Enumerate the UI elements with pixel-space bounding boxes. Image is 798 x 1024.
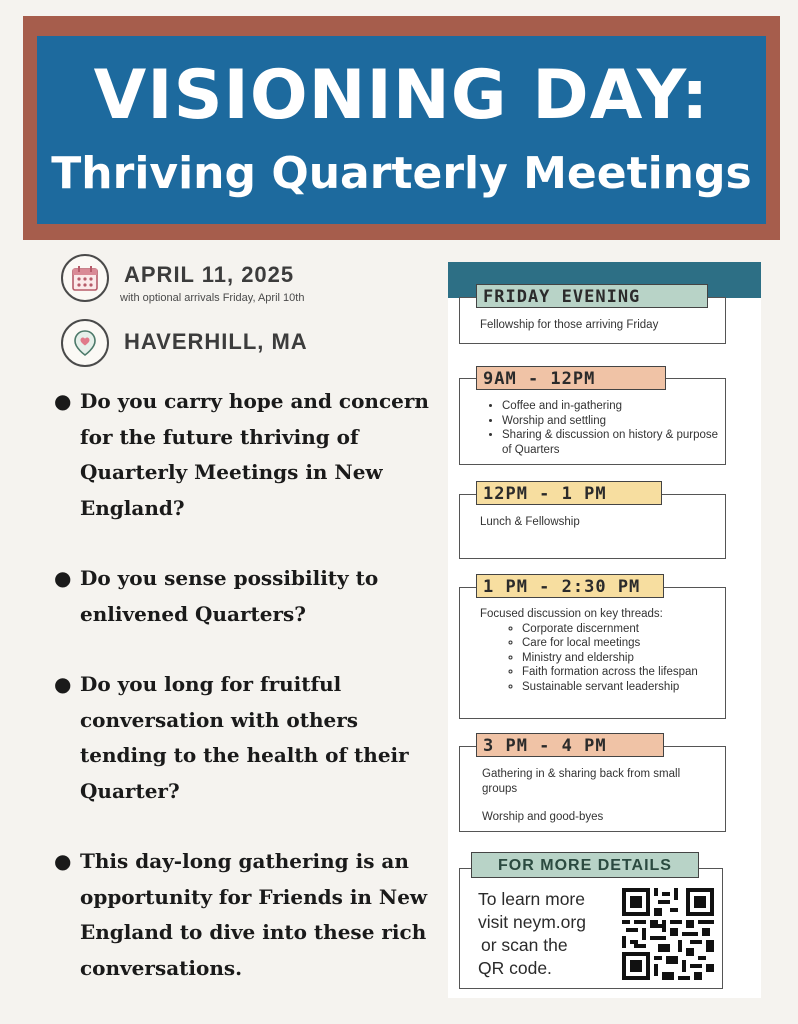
details-line: QR code. [478, 958, 552, 978]
question-text: Do you long for fruitful conversation with others tending to the health of their Quarter? [80, 672, 409, 803]
calendar-icon [61, 254, 109, 302]
schedule-label: 1 PM - 2:30 PM [476, 574, 664, 598]
event-location: HAVERHILL, MA [124, 329, 308, 354]
questions-list [54, 384, 434, 986]
schedule-text: Fellowship for those arriving Friday [480, 319, 659, 331]
title-banner [23, 16, 780, 240]
schedule-text: Worship and good-byes [482, 811, 604, 823]
question-text: Do you sense possibility to enlivened Quarters? [80, 566, 379, 626]
schedule-item-morning [459, 378, 726, 465]
list-item [54, 667, 434, 809]
list-item: ◦ Corporate discernment [522, 622, 720, 637]
page-subtitle: Thriving Quarterly Meetings [51, 148, 752, 199]
schedule-label: FRIDAY EVENING [476, 284, 708, 308]
schedule-text: Gathering in & sharing back from small groups [482, 768, 681, 795]
list-item: ◦ Ministry and eldership [522, 651, 720, 666]
question-text: This day-long gathering is an opportunity for Friends in New England to dive into these rich conversations. [80, 849, 428, 980]
schedule-text: Lunch & Fellowship [480, 516, 580, 528]
schedule-bullets [480, 622, 720, 695]
list-item: ◦ Faith formation across the lifespan [522, 665, 720, 680]
page-title: VISIONING DAY: [93, 56, 710, 135]
list-item [54, 844, 434, 986]
schedule-label: 3 PM - 4 PM [476, 733, 664, 757]
details-line: or scan the [481, 935, 568, 955]
schedule-bullets [480, 399, 720, 457]
event-date-note: with optional arrivals Friday, April 10th [120, 292, 305, 304]
question-text: Do you carry hope and concern for the future thriving of Quarterly Meetings in New England? [80, 389, 429, 520]
map-pin-heart-icon [61, 319, 109, 367]
details-label: FOR MORE DETAILS [471, 852, 699, 878]
schedule-item-afternoon [459, 587, 726, 719]
list-item [54, 384, 434, 526]
list-item: • Worship and settling [502, 414, 720, 429]
schedule-label: 9AM - 12PM [476, 366, 666, 390]
bullet-icon: ● [54, 566, 72, 590]
details-line: To learn more [478, 889, 585, 909]
schedule-label: 12PM - 1 PM [476, 481, 662, 505]
bullet-icon: ● [54, 672, 72, 696]
list-item [54, 561, 434, 632]
details-text [478, 888, 586, 980]
bullet-icon: ● [54, 389, 72, 413]
schedule-item-closing [459, 746, 726, 832]
list-item: ◦ Care for local meetings [522, 636, 720, 651]
list-item: • Coffee and in-gathering [502, 399, 720, 414]
list-item: • Sharing & discussion on history & purpose of Quarters [502, 428, 720, 457]
event-date: APRIL 11, 2025 [124, 262, 295, 287]
schedule-intro: Focused discussion on key threads: [480, 608, 663, 620]
list-item: ◦ Sustainable servant leadership [522, 680, 720, 695]
details-line[interactable]: visit neym.org [478, 912, 586, 932]
bullet-icon: ● [54, 849, 72, 873]
qr-code-icon[interactable] [622, 888, 714, 980]
